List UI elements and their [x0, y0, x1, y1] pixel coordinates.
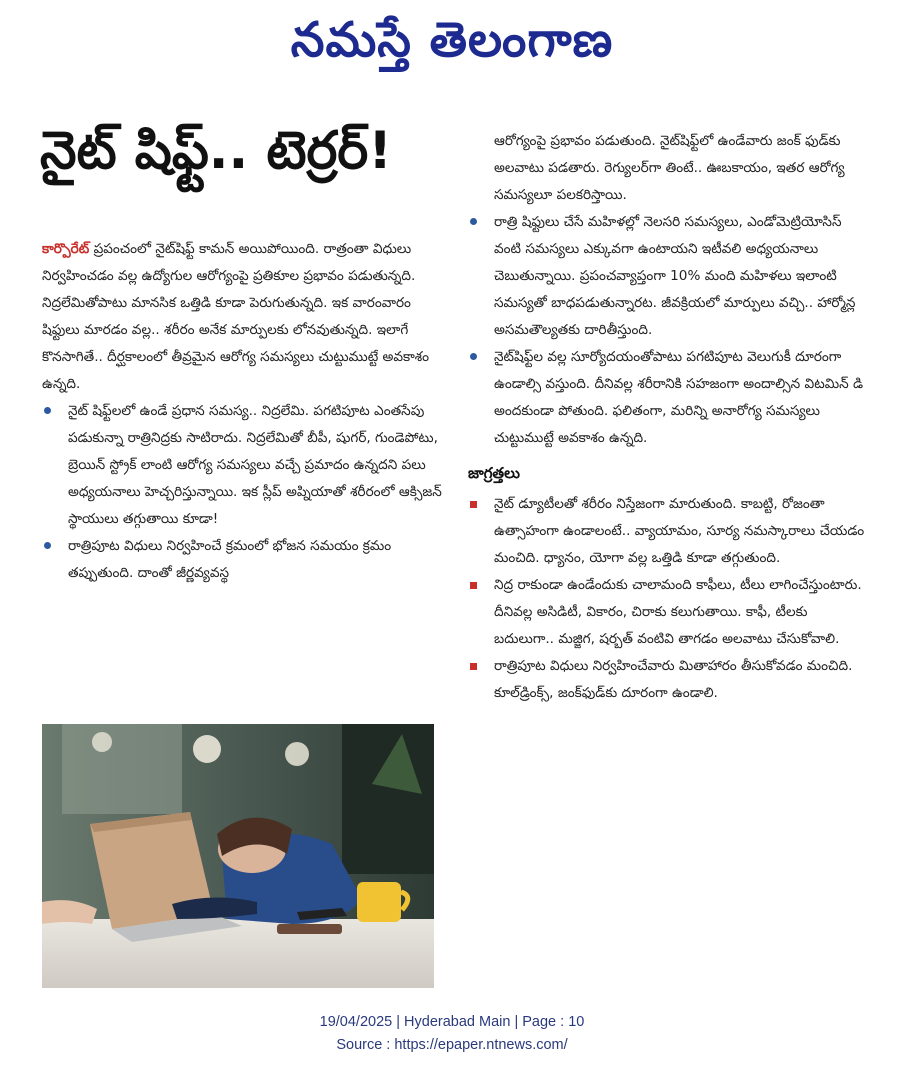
- bullet-text: నైట్ డ్యూటీలతో శరీరం నిస్తేజంగా మారుతుంది. కాబట్టి, రోజంతా ఉత్సాహంగా ఉండాలంటే.. వ్యాయామం, సూర్య నమస్కారాలు చేయడం మంచిది. ధ్యానం, యోగా వల్ల ఒత్తిడి కూడా తగ్గుతుంది.: [494, 496, 865, 566]
- sleeping-woman-photo-image: [42, 724, 434, 988]
- bullet-text: రాత్రిపూట విధులు నిర్వహించే క్రమంలో భోజన సమయం క్రమం తప్పుతుంది. దాంతో జీర్ణవ్యవస్థ: [68, 538, 392, 581]
- precautions-heading: జాగ్రత్తలు: [468, 464, 520, 482]
- bullet-dot-icon: [470, 218, 477, 225]
- continuation-paragraph: ఆరోగ్యంపై ప్రభావం పడుతుంది. నైట్‌షిఫ్ట్‌లో ఉండేవారు జంక్ ఫుడ్‌కు అలవాటు పడతారు. రెగ్యులర్‌గా తింటే.. ఊబకాయం, ఇతర ఆరోగ్య సమస్యలూ పలకరిస్తాయి.: [494, 133, 845, 203]
- bullet-text: నిద్ర రాకుండా ఉండేందుకు చాలామంది కాఫీలు, టీలు లాగించేస్తుంటారు. దీనివల్ల అసిడిటీ, వికారం, చిరాకు కలుగుతాయి. కాఫీ, టీలకు బదులుగా.. మజ్జిగ, షర్బత్ వంటివి తాగడం అలవాటు చేసుకోవాలి.: [494, 577, 862, 647]
- bullet-square-icon: [470, 501, 477, 508]
- list-item: [468, 491, 868, 572]
- lead-paragraph: [42, 236, 442, 398]
- list-item: [42, 398, 442, 533]
- list-item: [468, 653, 868, 707]
- bullet-text: నైట్‌షిఫ్ట్‌ల వల్ల సూర్యోదయంతోపాటు పగటిపూట వెలుగుకీ దూరంగా ఉండాల్సి వస్తుంది. దీనివల్ల శరీరానికి సహజంగా అందాల్సిన విటమిన్ డి అందకుండా పోతుంది. ఫలితంగా, మరిన్ని అనారోగ్య సమస్యలు చుట్టుముట్టే అవకాశం ఉన్నది.: [494, 349, 863, 446]
- masthead-title: నమస్తే తెలంగాణ: [290, 12, 614, 68]
- bullet-text: రాత్రి షిఫ్టులు చేసే మహిళల్లో నెలసరి సమస్యలు, ఎండోమెట్రియోసిస్ వంటి సమస్యలు ఎక్కువగా ఉంటాయని ఇటీవలి అధ్యయనాలు చెబుతున్నాయి. ప్రపంచవ్యాప్తంగా 10% మంది మహిళలు ఇలాంటి సమస్యతో బాధపడుతున్నారట. జీవక్రియలో మార్పులు వచ్చి.. హార్మోన్ల అసమతౌల్యతకు దారితీస్తుంది.: [494, 214, 856, 338]
- masthead: [0, 8, 904, 72]
- list-item: [42, 533, 442, 587]
- right-column: [468, 128, 868, 707]
- bullet-dot-icon: [44, 407, 51, 414]
- bullet-dot-icon: [44, 542, 51, 549]
- lead-keyword: కార్పొరేట్: [42, 241, 90, 257]
- bullet-text: నైట్ షిఫ్ట్‌లలో ఉండే ప్రధాన సమస్య.. నిద్రలేమి. పగటిపూట ఎంతసేపు పడుకున్నా రాత్రినిద్రకు సాటిరాదు. నిద్రలేమితో బీపీ, షుగర్, గుండెపోటు, బ్రెయిన్ స్ట్రోక్ లాంటి ఆరోగ్య సమస్యలు వచ్చే ప్రమాదం ఉన్నదని పలు అధ్యయనాలు హెచ్చరిస్తున్నాయి. ఇక స్లీప్ అప్నియాతో శరీరంలో ఆక్సిజన్ స్థాయులు తగ్గుతాయి కూడా!: [68, 403, 442, 527]
- article-photo: [42, 724, 434, 988]
- list-item: [468, 572, 868, 653]
- footer-dateline: 19/04/2025 | Hyderabad Main | Page : 10: [319, 1014, 585, 1030]
- bullet-dot-icon: [470, 353, 477, 360]
- list-item: [468, 344, 868, 452]
- bullet-text: రాత్రిపూట విధులు నిర్వహించేవారు మితాహారం తీసుకోవడం మంచిది. కూల్‌డ్రింక్స్, జంక్‌ఫుడ్‌కు దూరంగా ఉండాలి.: [494, 658, 853, 701]
- footer-source: Source : https://epaper.ntnews.com/: [336, 1037, 568, 1053]
- left-column: [42, 236, 442, 587]
- bullet-square-icon: [470, 582, 477, 589]
- list-item: [468, 209, 868, 344]
- article-headline: నైట్ షిఫ్ట్.. టెర్రర్!: [40, 121, 392, 181]
- lead-text: ప్రపంచంలో నైట్‌షిఫ్ట్ కామన్ అయిపోయింది. రాత్రంతా విధులు నిర్వహించడం వల్ల ఉద్యోగుల ఆరోగ్యంపై ప్రతికూల ప్రభావం పడుతున్నది. నిద్రలేమితోపాటు మానసిక ఒత్తిడి కూడా పెరుగుతున్నది. ఇక వారంవారం షిఫ్టులు మారడం వల్ల.. శరీరం అనేక మార్పులకు లోనవుతున్నది. ఇలాగే కొనసాగితే.. దీర్ఘకాలంలో తీవ్రమైన ఆరోగ్య సమస్యలు చుట్టుముట్టే అవకాశం ఉన్నది.: [42, 241, 430, 392]
- bullet-square-icon: [470, 663, 477, 670]
